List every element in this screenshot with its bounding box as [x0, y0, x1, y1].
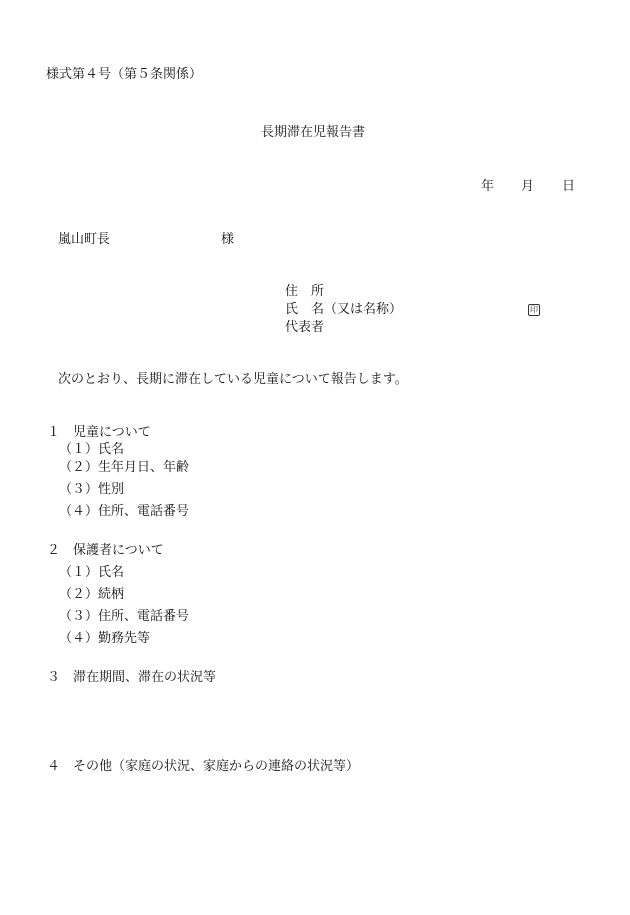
section-heading: ２ 保護者について	[47, 543, 164, 558]
section-item: （２）続柄	[59, 587, 125, 602]
date-day-label: 日	[562, 179, 576, 194]
addressee-honorific: 様	[221, 232, 235, 247]
section-item: （３）性別	[59, 482, 125, 497]
section-heading: ３ 滞在期間、滞在の状況等	[47, 670, 217, 685]
reporter-address-label: 住 所	[285, 284, 325, 299]
section-item: （４）住所、電話番号	[59, 504, 190, 519]
document-title: 長期滞在児報告書	[261, 125, 366, 140]
form-number: 様式第４号（第５条関係）	[46, 67, 203, 82]
date-year-label: 年	[481, 179, 495, 194]
section-item: （１）氏名	[59, 442, 125, 457]
reporter-name-label: 氏 名（又は名称）	[285, 302, 403, 317]
section-item: （３）住所、電話番号	[59, 609, 190, 624]
section-heading: １ 児童について	[47, 425, 151, 440]
section-heading: ４ その他（家庭の状況、家庭からの連絡の状況等）	[47, 759, 360, 774]
intro-text: 次のとおり、長期に滞在している児童について報告します。	[58, 372, 408, 387]
addressee-name: 嵐山町長	[58, 232, 111, 247]
reporter-representative-label: 代表者	[285, 320, 325, 335]
section-item: （１）氏名	[59, 565, 125, 580]
seal-mark: 印	[530, 305, 538, 314]
section-item: （４）勤務先等	[59, 631, 151, 646]
section-item: （２）生年月日、年齢	[59, 460, 190, 475]
date-month-label: 月	[521, 179, 535, 194]
